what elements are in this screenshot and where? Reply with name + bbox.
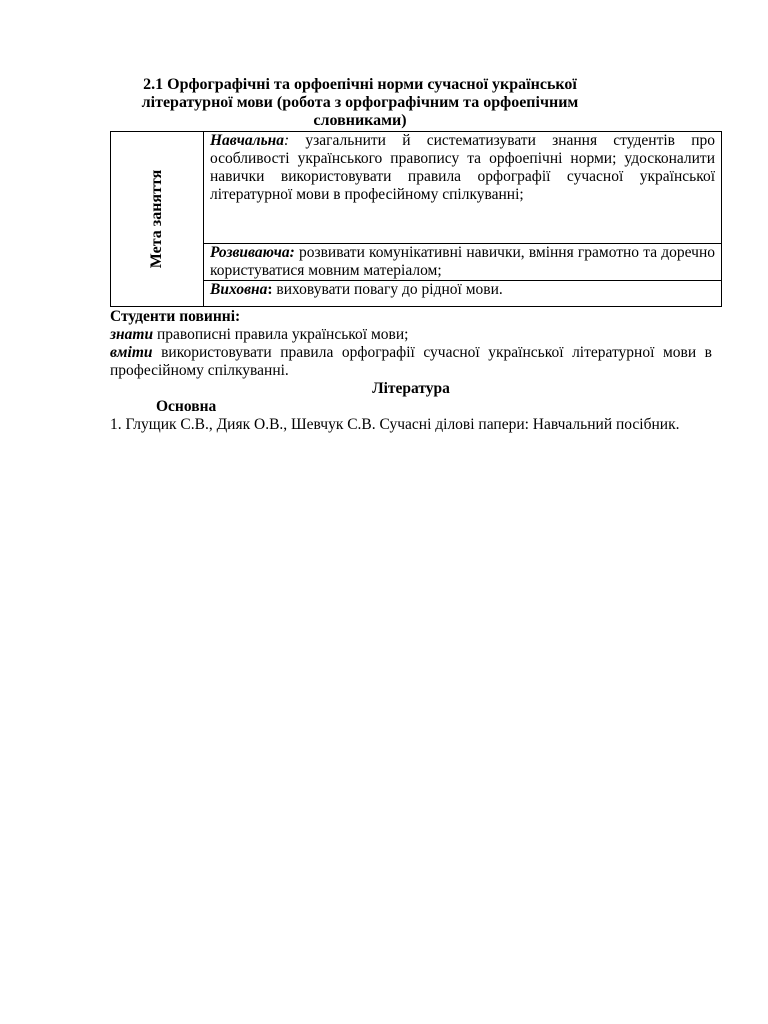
literature-subtitle: Основна — [156, 398, 217, 415]
goals-side-label: Мета заняття — [148, 169, 165, 269]
section-heading — [110, 76, 610, 130]
heading-line-2: літературної мови (робота з орфографічним та орфоепічним — [141, 94, 579, 111]
students-able-text: використовувати правила орфографії сучасної української літературної мови в професійному спілкуванні. — [110, 344, 713, 379]
heading-line-3: словниками) — [313, 112, 407, 129]
goal-upbringing-text: виховувати повагу до рідної мови. — [276, 281, 503, 298]
students-know-label: знати — [110, 326, 154, 343]
goal-upbringing — [204, 281, 722, 307]
goal-educational-text: узагальнити й систематизувати знання студентів про особливості українського правопису та орфоепічні норми; удосконалити навички використовувати правила орфографії сучасної української літературної мови в професійному спілкуванні; — [210, 132, 715, 203]
goal-developmental — [204, 244, 722, 281]
students-able-label: вміти — [110, 344, 153, 361]
goal-upbringing-sep: : — [267, 281, 277, 298]
heading-line-1: 2.1 Орфографічні та орфоепічні норми сучасної української — [143, 76, 577, 93]
goals-table — [110, 131, 722, 307]
students-know-text: правописні правила української мови; — [156, 326, 409, 343]
goal-educational-label: Навчальна — [210, 132, 285, 149]
goal-developmental-label: Розвиваюча: — [210, 244, 295, 261]
students-title: Студенти повинні: — [110, 308, 241, 325]
document-page — [110, 76, 715, 434]
students-able — [110, 344, 712, 380]
goal-educational — [204, 132, 722, 244]
goal-upbringing-label: Виховна — [210, 281, 268, 298]
literature-title: Література — [372, 380, 450, 397]
students-know — [110, 326, 712, 344]
goals-side-cell — [111, 132, 204, 307]
goal-developmental-text: розвивати комунікативні навички, вміння грамотно та доречно користуватися мовним матеріалом; — [210, 244, 715, 279]
goal-educational-sep: : — [284, 132, 306, 149]
literature-item: 1. Глущик С.В., Дияк О.В., Шевчук С.В. Сучасні ділові папери: Навчальний посібник. — [110, 416, 680, 433]
